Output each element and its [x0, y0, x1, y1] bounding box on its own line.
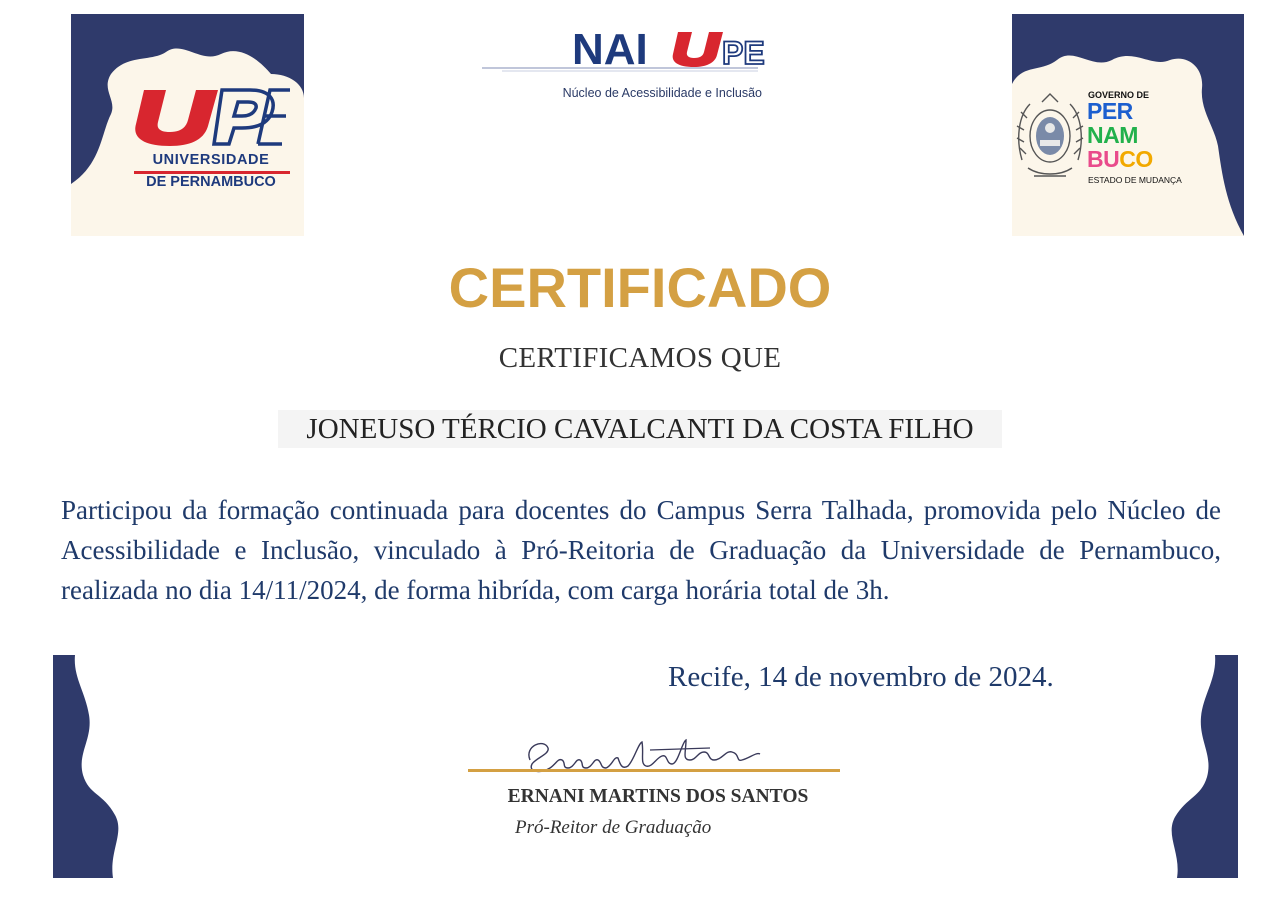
- certificate-lead: CERTIFICAMOS QUE: [498, 342, 782, 374]
- governo-logo-word3a: BU: [1087, 146, 1120, 172]
- pernambuco-coat-of-arms-icon: [1014, 90, 1086, 190]
- governo-logo-word2: NAM: [1087, 122, 1138, 148]
- handwritten-signature: [510, 730, 770, 780]
- svg-text:NAI: NAI: [572, 25, 648, 74]
- governo-logo-word3b: CO: [1119, 146, 1153, 172]
- governo-pernambuco-logo: [1014, 86, 1194, 196]
- governo-logo-tagline: ESTADO DE MUDANÇA: [1088, 175, 1182, 185]
- bottom-left-corner-frame: [53, 655, 285, 878]
- certificate-body: Participou da formação continuada para docentes do Campus Serra Talhada, promovida pelo Núcleo de Acessibilidade e Inclusão, vinculado à Pró-Reitoria de Graduação da Universidade de Pernambuco, realizada no dia 14/11/2024, de forma hibrída, com carga horária total de 3h.: [61, 495, 1221, 605]
- place-and-date: Recife, 14 de novembro de 2024.: [668, 661, 1054, 693]
- certificate-title: CERTIFICADO: [448, 256, 832, 319]
- svg-text:PE: PE: [722, 35, 765, 71]
- governo-logo-small-text: GOVERNO DE: [1088, 90, 1150, 100]
- naiupe-logo-subtitle: Núcleo de Acessibilidade e Inclusão: [562, 86, 762, 100]
- naiupe-logo-mark: [482, 24, 772, 80]
- upe-logo-mark: [130, 86, 290, 148]
- upe-logo-line1: UNIVERSIDADE: [152, 152, 270, 168]
- recipient-name: JONEUSO TÉRCIO CAVALCANTI DA COSTA FILHO: [278, 410, 1002, 448]
- signature-line: [468, 769, 840, 772]
- signer-name: ERNANI MARTINS DOS SANTOS: [507, 786, 809, 807]
- upe-logo: [126, 86, 296, 196]
- governo-logo-word1: PER: [1087, 98, 1133, 124]
- signer-role: Pró-Reitor de Graduação: [515, 817, 712, 838]
- governo-logo-word3: [1087, 148, 1153, 171]
- naiupe-logo: [482, 24, 772, 104]
- upe-logo-line2: DE PERNAMBUCO: [146, 174, 276, 190]
